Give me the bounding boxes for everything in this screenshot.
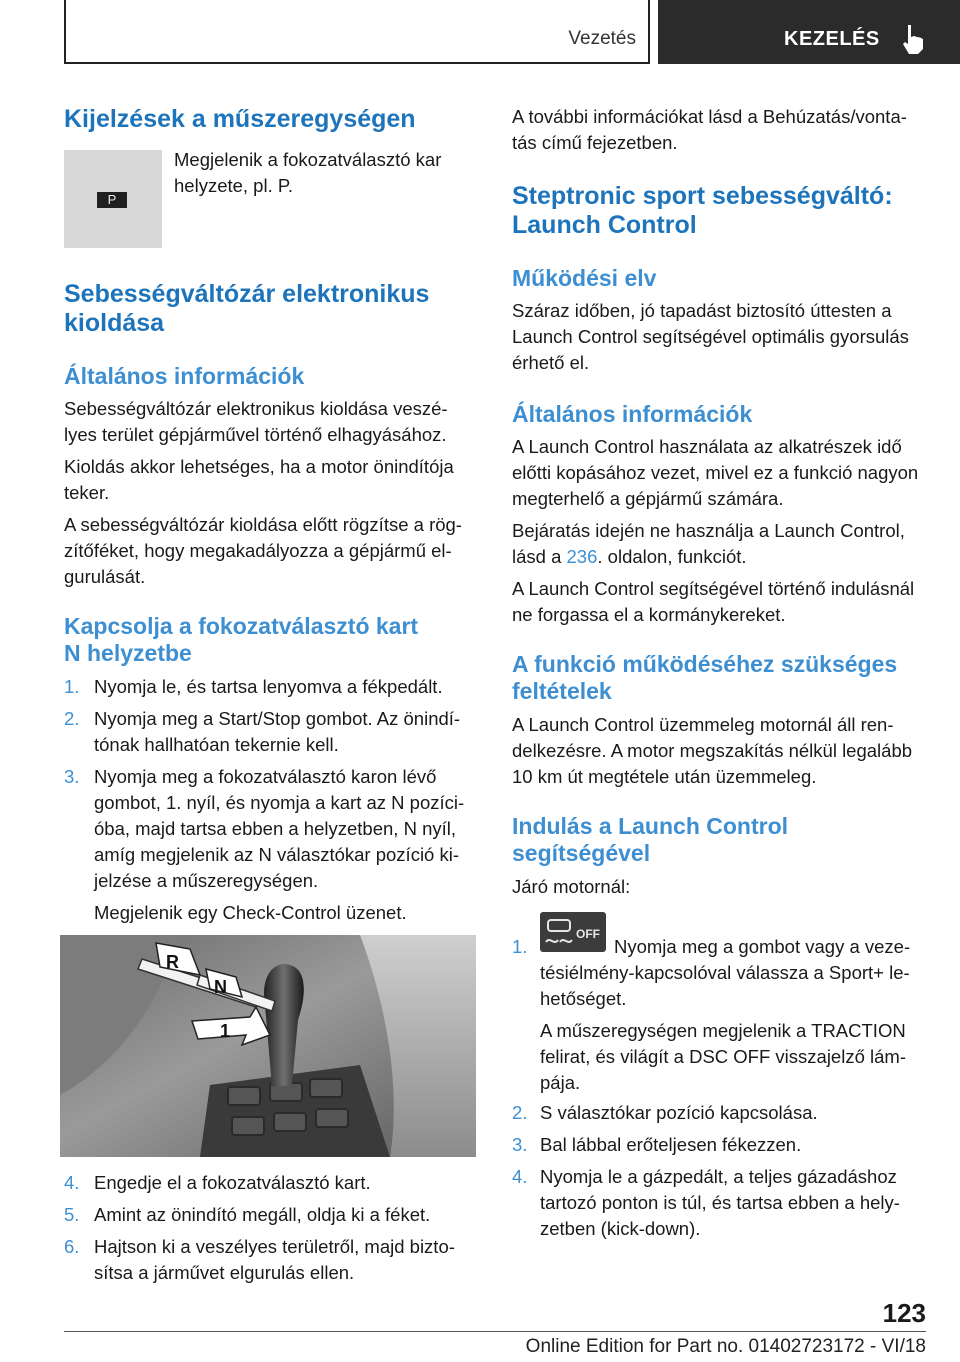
subheading-requirements: feltételek	[512, 678, 612, 704]
step-number: 1.	[64, 676, 80, 697]
paragraph-line	[512, 544, 747, 570]
paragraph-line: előtti kopásához vezet, mivel ez a funkció nagyon	[512, 462, 919, 483]
step-text: gombot, 1. nyíl, és nyomja a kart az N pozíci-	[94, 792, 465, 813]
heading-transmission-lock: Sebességváltózár elektronikus	[64, 280, 430, 308]
step-number: 2.	[512, 1102, 528, 1123]
header-frame-right	[648, 0, 650, 64]
paragraph-line: teker.	[64, 482, 110, 503]
step-text: sítsa a járművet elgurulás ellen.	[94, 1262, 355, 1283]
paragraph-line: Launch Control segítségével optimális gyorsulás	[512, 326, 909, 347]
step-text: jelzése a műszeregységen.	[94, 870, 319, 891]
paragraph-line: 10 km út megtétele után üzemmeleg.	[512, 766, 817, 787]
subheading-start-launch: Indulás a Launch Control	[512, 813, 789, 839]
step-text: zetben (kick-down).	[540, 1218, 701, 1239]
hand-pointer-icon	[896, 22, 930, 56]
step-number: 6.	[64, 1236, 80, 1257]
step-text: Hajtson ki a veszélyes területről, majd bizto-	[94, 1236, 455, 1257]
photo-label-1: 1	[220, 1021, 231, 1041]
step-number: 1.	[512, 936, 528, 957]
step-text: óba, majd tartsa ebben a helyzetben, N nyíl,	[94, 818, 456, 839]
dsc-off-label: OFF	[576, 927, 600, 941]
paragraph-line: lyes terület gépjárművel történő elhagyásához.	[64, 424, 447, 445]
step-number: 3.	[64, 766, 80, 787]
step-text: Megjelenik egy Check-Control üzenet.	[94, 902, 407, 923]
step-text: Nyomja meg a Start/Stop gombot. Az önindí-	[94, 708, 461, 729]
paragraph-line: Száraz időben, jó tapadást biztosító úttesten a	[512, 300, 892, 321]
paragraph-line: zítőféket, hogy megakadályozza a gépjármű el-	[64, 540, 452, 561]
paragraph-text: . oldalon, funkciót.	[597, 546, 747, 567]
step-number: 5.	[64, 1204, 80, 1225]
step-number: 4.	[64, 1172, 80, 1193]
display-text-line: Megjelenik a fokozatválasztó kar	[174, 149, 442, 170]
gear-selector-photo	[60, 935, 476, 1157]
photo-label-r: R	[166, 952, 179, 972]
paragraph-line: A Launch Control használata az alkatrészek idő	[512, 436, 902, 457]
paragraph-line: tás című fejezetben.	[512, 132, 678, 153]
paragraph-line: A Launch Control üzemmeleg motornál áll ren-	[512, 714, 894, 735]
paragraph-line: Járó motornál:	[512, 876, 631, 897]
header-frame-bottom	[64, 62, 650, 64]
dsc-off-button-icon	[540, 912, 606, 952]
step-text: Nyomja le, és tartsa lenyomva a fékpedált.	[94, 676, 443, 697]
step-text: Engedje el a fokozatválasztó kart.	[94, 1172, 371, 1193]
step-text: S választókar pozíció kapcsolása.	[540, 1102, 818, 1123]
step-text: tésiélmény-kapcsolóval válassza a Sport+ le-	[540, 962, 910, 983]
step-text: Bal lábbal erőteljesen fékezzen.	[540, 1134, 802, 1155]
step-text: pája.	[540, 1072, 581, 1093]
step-text: tartozó ponton is túl, és tartsa ebben a hely-	[540, 1192, 900, 1213]
header-frame-left	[64, 0, 66, 64]
gear-display-image	[64, 150, 162, 248]
photo-label-n: N	[214, 977, 227, 997]
step-text: Amint az önindító megáll, oldja ki a féket.	[94, 1204, 431, 1225]
subheading-general-info: Általános információk	[64, 363, 305, 389]
page-number: 123	[882, 1298, 926, 1328]
page-reference-link[interactable]: 236	[566, 546, 598, 567]
display-text-line: helyzete, pl. P.	[174, 175, 293, 196]
paragraph-text: lásd a	[512, 546, 567, 567]
step-text: amíg megjelenik az N választókar pozíció ki-	[94, 844, 460, 865]
chapter-label: KEZELÉS	[784, 28, 880, 50]
header-chapter-tab	[658, 0, 960, 64]
paragraph-line: megterhelő a gépjármű számára.	[512, 488, 784, 509]
paragraph-line: Sebességváltózár elektronikus kioldása veszé-	[64, 398, 448, 419]
step-text: felirat, és világít a DSC OFF visszajelző lám-	[540, 1046, 906, 1067]
step-text: hetőséget.	[540, 988, 627, 1009]
step-text: Nyomja meg a gombot vagy a veze-	[614, 936, 911, 957]
step-text: A műszeregységen megjelenik a TRACTION	[540, 1020, 906, 1041]
step-number: 4.	[512, 1166, 528, 1187]
paragraph-line: Kioldás akkor lehetséges, ha a motor önindítója	[64, 456, 454, 477]
heading-launch-control: Launch Control	[512, 211, 697, 239]
subheading-general-info: Általános információk	[512, 401, 753, 427]
heading-instrument-display: Kijelzések a műszeregységen	[64, 105, 416, 133]
subheading-start-launch: segítségével	[512, 840, 651, 866]
subheading-principle: Működési elv	[512, 265, 657, 291]
step-number: 3.	[512, 1134, 528, 1155]
header-section-title: Vezetés	[568, 28, 636, 49]
paragraph-line: érhető el.	[512, 352, 590, 373]
heading-transmission-lock: kioldása	[64, 309, 165, 337]
subheading-requirements: A funkció működéséhez szükséges	[512, 651, 898, 677]
step-text: tónak hallhatóan tekernie kell.	[94, 734, 339, 755]
paragraph-line: Bejáratás idején ne használja a Launch Control,	[512, 520, 905, 541]
subheading-shift-to-n: Kapcsolja a fokozatválasztó kart	[64, 613, 419, 639]
gear-position-indicator: P	[97, 192, 127, 208]
paragraph-line: delkezésre. A motor megszakítás nélkül legalább	[512, 740, 913, 761]
step-text: Nyomja le a gázpedált, a teljes gázadáshoz	[540, 1166, 897, 1187]
footer-divider	[64, 1331, 926, 1332]
subheading-shift-to-n: N helyzetbe	[64, 640, 192, 666]
paragraph-line: A Launch Control segítségével történő indulásnál	[512, 578, 915, 599]
footer-edition: Online Edition for Part no. 01402723172 - VI/18	[525, 1336, 926, 1357]
paragraph-line: A további információkat lásd a Behúzatás/vonta-	[512, 106, 907, 127]
paragraph-line: A sebességváltózár kioldása előtt rögzítse a rög-	[64, 514, 462, 535]
paragraph-line: gurulását.	[64, 566, 146, 587]
step-text: Nyomja meg a fokozatválasztó karon lévő	[94, 766, 437, 787]
step-number: 2.	[64, 708, 80, 729]
paragraph-line: ne forgassa el a kormánykereket.	[512, 604, 786, 625]
heading-launch-control: Steptronic sport sebességváltó:	[512, 182, 893, 210]
